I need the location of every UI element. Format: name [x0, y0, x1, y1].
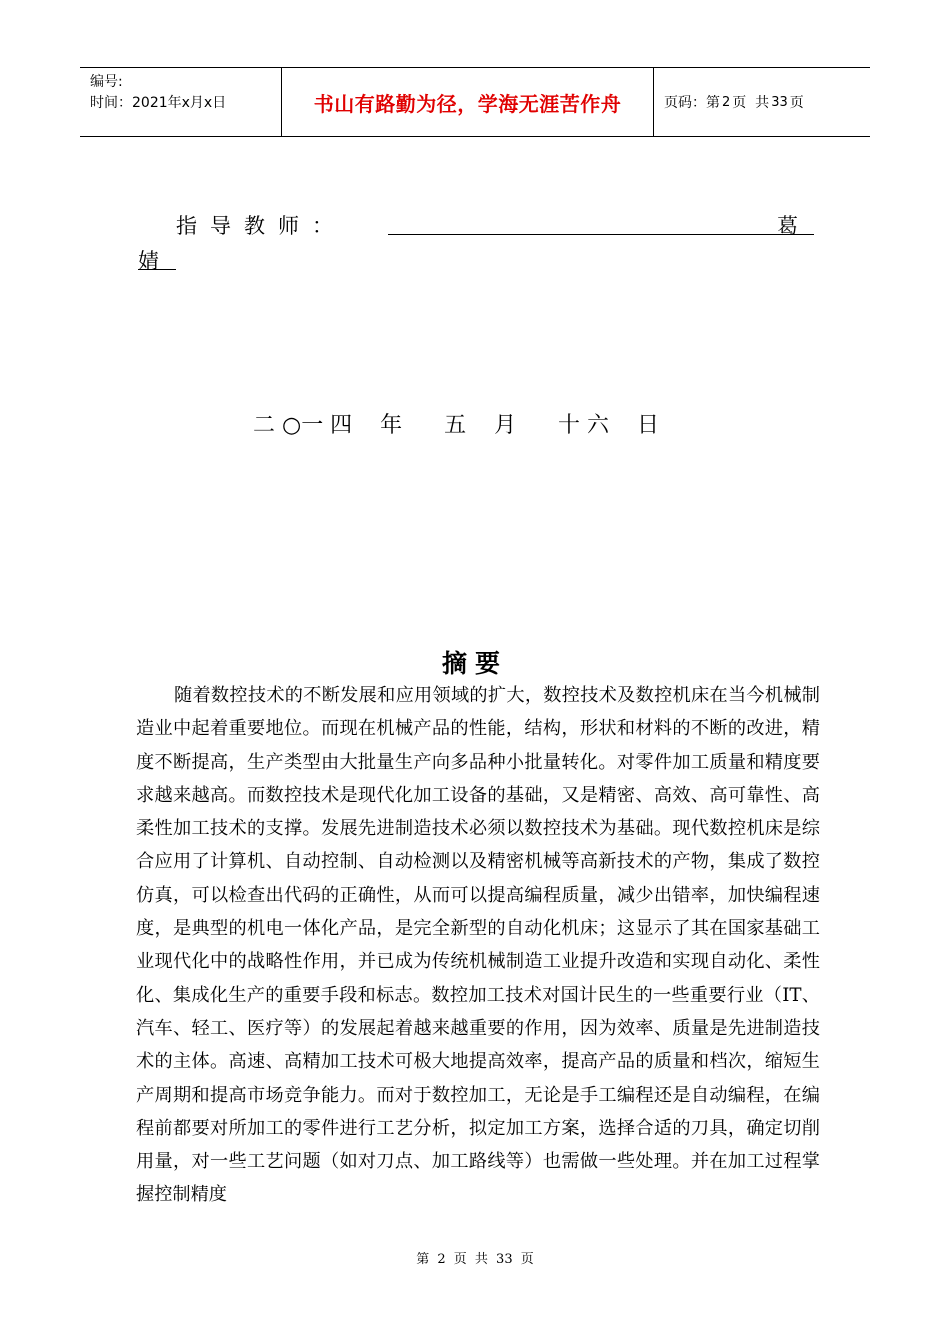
cover-date: 二 ○一 四 年 五 月 十 六 日: [253, 413, 660, 438]
code-label: 编号:: [90, 74, 123, 90]
advisor-underline: [388, 234, 814, 235]
advisor-name-part1: 葛: [777, 214, 798, 238]
advisor-label: 指导教师：: [176, 214, 346, 238]
header-motto-cell: [282, 68, 654, 136]
document-header: [80, 67, 870, 137]
header-meta-cell: [80, 68, 282, 136]
motto-text: 书山有路勤为径，学海无涯苦作舟: [313, 91, 622, 116]
abstract-body: 随着数控技术的不断发展和应用领域的扩大，数控技术及数控机床在当今机械制造业中起着重要地位。而现在机械产品的性能，结构，形状和材料的不断的改进，精度不断提高，生产类型由大批量生产向多品种小批量转化。对零件加工质量和精度要求越来越高。而数控技术是现代化加工设备的基础，又是精密、高效、高可靠性、高柔性加工技术的支撑。发展先进制造技术必须以数控技术为基础。现代数控机床是综合应用了计算机、自动控制、自动检测以及精密机械等高新技术的产物，集成了数控仿真，可以检查出代码的正确性，从而可以提高编程质量，减少出错率，加快编程速度，是典型的机电一体化产品，是完全新型的自动化机床；这显示了其在国家基础工业现代化中的战略性作用，并已成为传统机械制造工业提升改造和实现自动化、柔性化、集成化生产的重要手段和标志。数控加工技术对国计民生的一些重要行业（IT、汽车、轻工、医疗等）的发展起着越来越重要的作用，因为效率、质量是先进制造技术的主体。高速、高精加工技术可极大地提高效率，提高产品的质量和档次，缩短生产周期和提高市场竞争能力。而对于数控加工，无论是手工编程还是自动编程，在编程前都要对所加工的零件进行工艺分析，拟定加工方案，选择合适的刀具，确定切削用量，对一些工艺问题（如对刀点、加工路线等）也需做一些处理。并在加工过程掌握控制精度: [136, 685, 820, 1206]
time-label: 时间：2021年x月x日: [90, 95, 227, 111]
page-current: 2: [722, 94, 731, 110]
advisor-name-part2: 婧: [138, 249, 159, 273]
header-page-cell: [654, 68, 870, 136]
footer-page-number: 第 2 页 共 33 页: [416, 1252, 534, 1267]
abstract-title: 摘要: [441, 649, 508, 678]
page-suffix: 页: [789, 95, 804, 111]
page-mid: 页 共: [732, 95, 770, 111]
page-total: 33: [771, 94, 788, 110]
page-prefix: 页码：第: [664, 95, 720, 111]
advisor-underline-2: [138, 269, 176, 270]
